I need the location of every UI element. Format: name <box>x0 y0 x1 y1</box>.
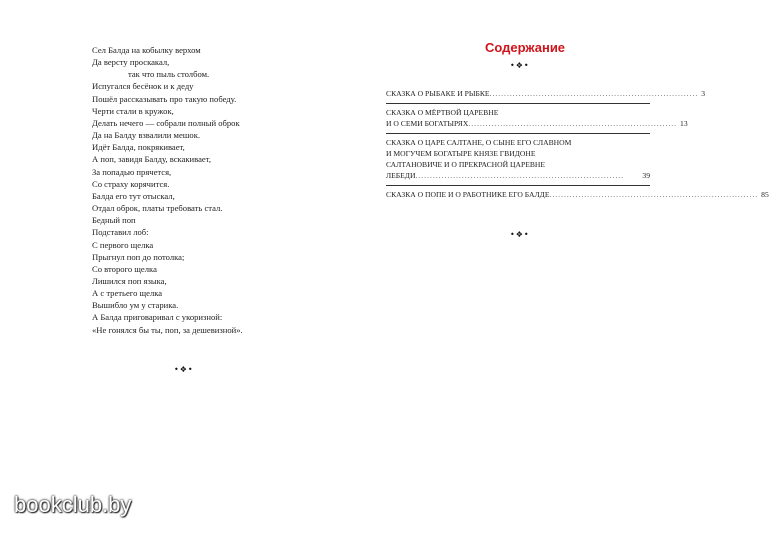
poem-line: Сел Балда на кобылку верхом <box>92 45 201 55</box>
poem-line: Пошёл рассказывать про такую победу. <box>92 93 237 104</box>
toc-page-number: 13 <box>680 119 688 128</box>
poem-line: С первого щелка <box>92 239 154 250</box>
contents-title: Содержание <box>484 40 566 55</box>
toc-entry-title: СКАЗКА О ПОПЕ И О РАБОТНИКЕ ЕГО БАЛДЕ <box>386 190 550 199</box>
toc-entry-title: СКАЗКА О МЁРТВОЙ ЦАРЕВНЕ <box>386 108 499 117</box>
toc-entry-title: И МОГУЧЕМ БОГАТЫРЕ КНЯЗЕ ГВИДОНЕ <box>386 149 536 158</box>
poem-line: Отдал оброк, платы требовать стал. <box>92 203 223 214</box>
contents-end-ornament: •❖• <box>510 230 530 239</box>
toc-entry[interactable]: СКАЗКА О ПОПЕ И О РАБОТНИКЕ ЕГО БАЛДЕ ........................................................................ 85 <box>386 190 769 199</box>
toc-entry-title: САЛТАНОВИЧЕ И О ПРЕКРАСНОЙ ЦАРЕВНЕ <box>386 160 546 169</box>
toc-entry[interactable]: СКАЗКА О РЫБАКЕ И РЫБКЕ ........................................................................ 3 <box>386 89 706 98</box>
poem-text <box>92 44 352 336</box>
toc-entry-title: ЛЕБЕДИ <box>386 171 416 180</box>
poem-line: Вышибло ум у старика. <box>92 300 179 311</box>
poem-end-ornament: •❖• <box>174 365 194 374</box>
poem-line: Подставил лоб: <box>92 227 149 238</box>
poem-line: За попадью прячется, <box>92 166 172 177</box>
poem-line: так что пыль столбом. <box>128 69 210 80</box>
toc-entry-title: И О СЕМИ БОГАТЫРЯХ <box>386 119 469 128</box>
toc-page-number: 39 <box>642 171 650 180</box>
divider <box>386 103 650 104</box>
poem-line: Прыгнул поп до потолка; <box>92 251 185 262</box>
title-ornament: •❖• <box>510 61 530 70</box>
toc-entry[interactable]: СКАЗКА О ЦАРЕ САЛТАНЕ, О СЫНЕ ЕГО СЛАВНОМ И МОГУЧЕМ БОГАТЫРЕ КНЯЗЕ ГВИДОНЕ САЛТАНОВИЧЕ И О ПРЕКРАСНОЙ ЦАРЕВНЕ ЛЕБЕДИ ........................................................................ 39 <box>386 138 650 180</box>
poem-line: Идёт Балда, покрякивает, <box>92 142 185 153</box>
table-of-contents <box>386 88 769 200</box>
poem-line: Со страху корячится. <box>92 178 170 189</box>
poem-line: «Не гонялся бы ты, поп, за дешевизной». <box>92 324 243 335</box>
toc-page-number: 85 <box>761 190 769 199</box>
poem-line: Бедный поп <box>92 215 136 226</box>
poem-line: Черти стали в кружок, <box>92 105 174 116</box>
poem-line: А Балда приговаривал с укоризной: <box>92 312 223 323</box>
watermark-logo: bookclub.by <box>14 492 132 517</box>
divider <box>386 185 650 186</box>
poem-line: Со второго щелка <box>92 263 157 274</box>
poem-line: Да версту проскакал, <box>92 57 170 68</box>
divider <box>386 133 650 134</box>
poem-line: А с третьего щелка <box>92 288 163 299</box>
toc-entry-title: СКАЗКА О РЫБАКЕ И РЫБКЕ <box>386 89 490 98</box>
poem-line: Испугался бесёнок и к деду <box>92 81 194 92</box>
toc-entry-title: СКАЗКА О ЦАРЕ САЛТАНЕ, О СЫНЕ ЕГО СЛАВНОМ <box>386 138 572 147</box>
toc-page-number: 3 <box>701 89 706 98</box>
poem-line: А поп, завидя Балду, вскакивает, <box>92 154 211 165</box>
toc-entry[interactable]: СКАЗКА О МЁРТВОЙ ЦАРЕВНЕ И О СЕМИ БОГАТЫРЯХ ........................................................................ 13 <box>386 108 688 128</box>
poem-line: Да на Балду взвалили мешок. <box>92 130 201 141</box>
poem-line: Делать нечего — собрали полный оброк <box>92 117 240 128</box>
poem-line: Балда его тут отыскал, <box>92 190 175 201</box>
poem-line: Лишился поп языка, <box>92 275 167 286</box>
